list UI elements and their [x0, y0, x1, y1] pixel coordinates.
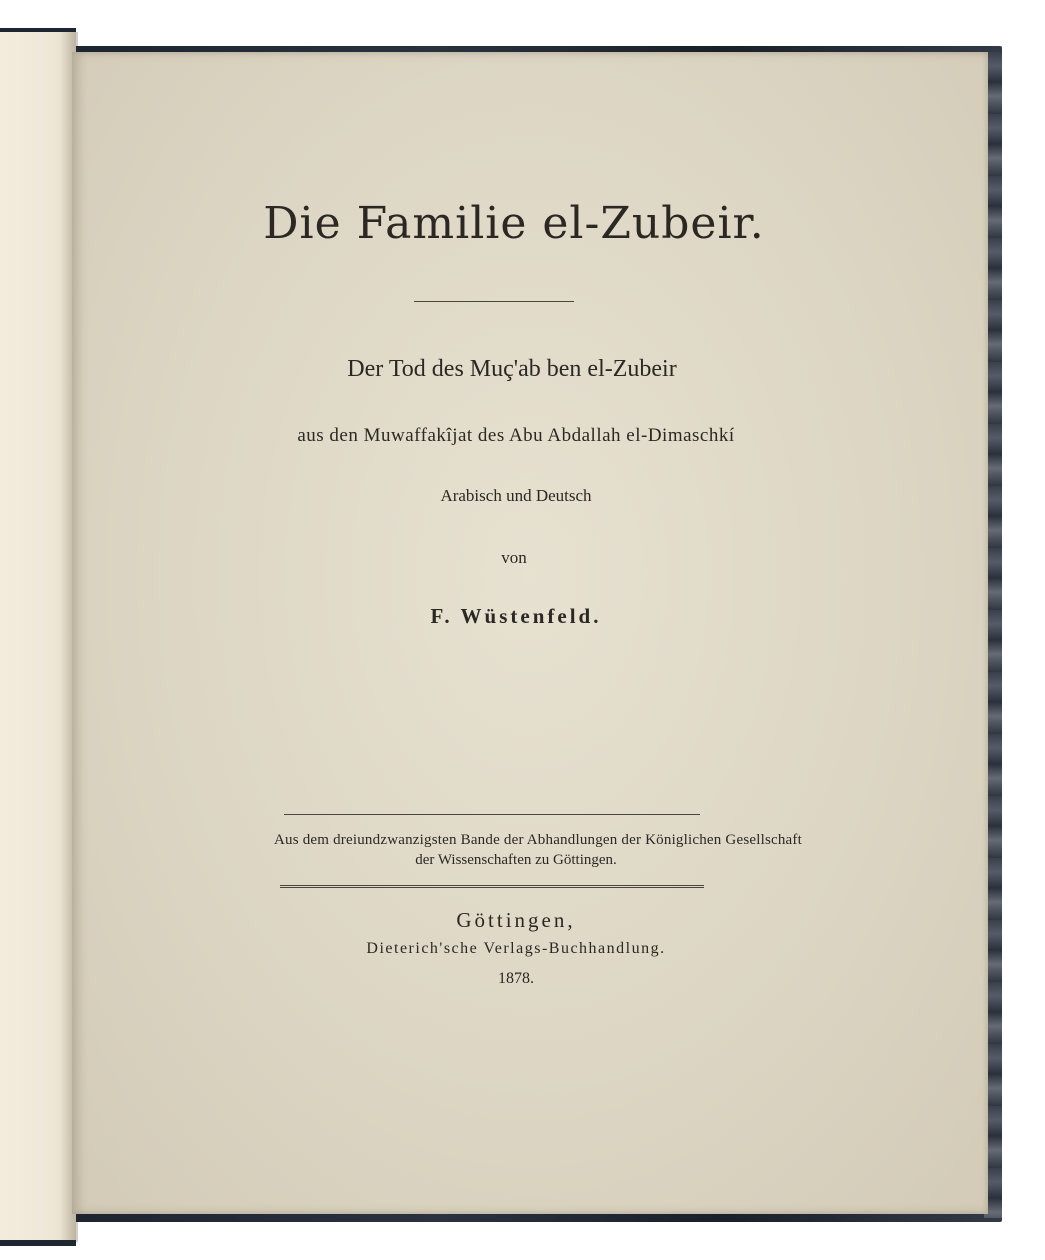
imprint-publisher: Dieterich'sche Verlags-Buchhandlung.: [366, 940, 666, 957]
note-rule: [284, 814, 700, 815]
languages-line: Arabisch und Deutsch: [440, 486, 592, 505]
series-note-line-2: der Wissenschaften zu Göttingen.: [415, 852, 617, 868]
book-title: Die Familie el-Zubeir.: [263, 198, 765, 249]
book-subtitle: Der Tod des Muç'ab ben el-Zubeir: [347, 356, 677, 382]
source-line: aus den Muwaffakîjat des Abu Abdallah el-Dimaschkí: [297, 425, 735, 446]
series-note-line-1: Aus dem dreiundzwanzigsten Bande der Abhandlungen der Königlichen Gesellschaft: [274, 832, 802, 848]
imprint-year: 1878.: [498, 970, 534, 987]
by-line: von: [501, 548, 527, 567]
title-rule: [414, 301, 574, 302]
imprint-place: Göttingen,: [456, 908, 576, 932]
imprint-double-rule: [280, 885, 704, 888]
author-name: F. Wüstenfeld.: [430, 604, 602, 628]
title-page: [72, 52, 988, 1214]
